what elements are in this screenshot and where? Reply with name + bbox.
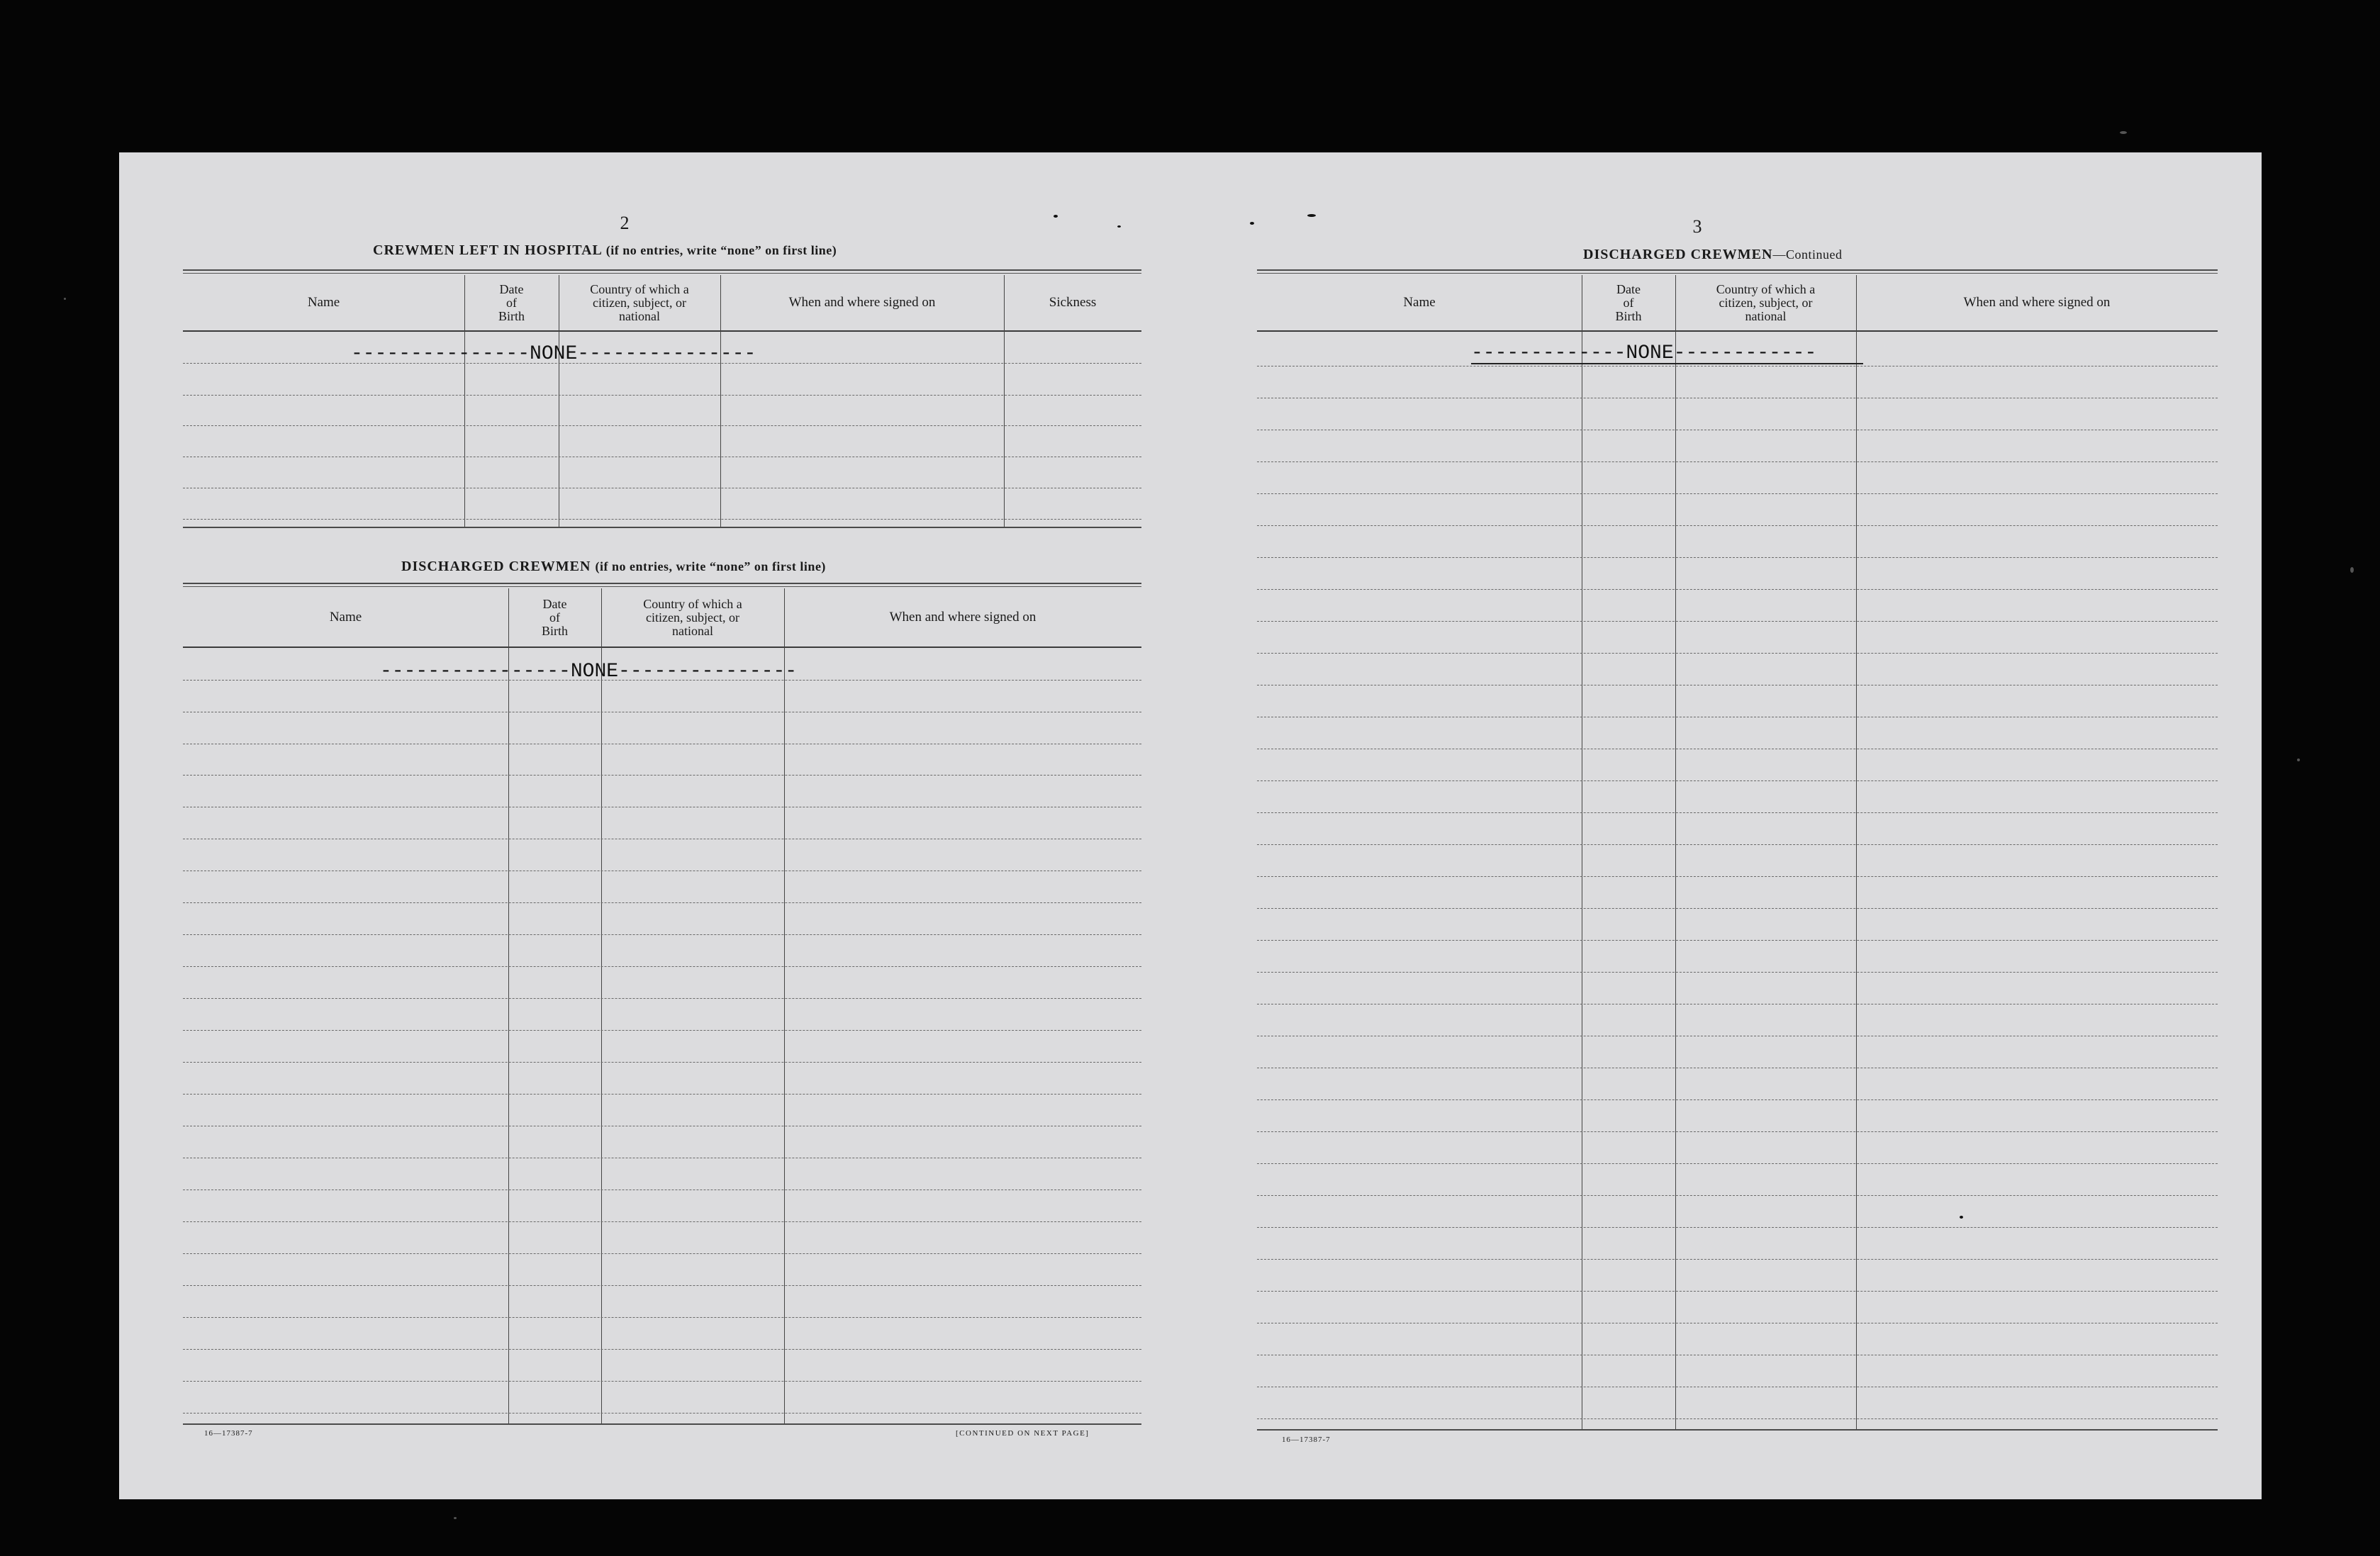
table-row <box>1257 972 2218 973</box>
table-row <box>1257 1227 2218 1228</box>
hospital-title-text: CREWMEN LEFT IN HOSPITAL <box>373 242 602 258</box>
table-row <box>183 1221 1141 1222</box>
table-row <box>183 1317 1141 1318</box>
header-when-where-signed: When and where signed on <box>788 295 936 310</box>
table-row <box>1257 621 2218 622</box>
right-form-code: 16—17387-7 <box>1282 1435 1331 1444</box>
table-row <box>1257 844 2218 845</box>
table-row <box>183 395 1141 396</box>
table-row <box>1257 1131 2218 1132</box>
header-country: Country of which a citizen, subject, or national <box>590 281 689 323</box>
background-speck <box>2297 759 2300 761</box>
continued-note: [CONTINUED ON NEXT PAGE] <box>956 1429 1090 1438</box>
header-country: Country of which a citizen, subject, or national <box>643 596 742 638</box>
table-row <box>1257 780 2218 781</box>
ink-mark <box>1960 1216 1963 1219</box>
hospital-instruction: (if no entries, write “none” on first line) <box>605 243 837 257</box>
header-country: Country of which a citizen, subject, or national <box>1716 281 1816 323</box>
discharged-section-title <box>401 559 826 575</box>
table-row <box>1257 525 2218 526</box>
right-none-entry: -------------NONE------------ <box>1471 342 1817 364</box>
table-row <box>183 775 1141 776</box>
table-row <box>1257 876 2218 877</box>
table-row <box>1257 589 2218 590</box>
table-row <box>183 680 1141 681</box>
hospital-none-entry: ---------------NONE--------------- <box>351 343 756 365</box>
table-row <box>183 363 1141 364</box>
hospital-section-title <box>373 242 837 259</box>
table-row <box>183 1062 1141 1063</box>
table-row <box>183 1094 1141 1095</box>
table-row <box>183 998 1141 999</box>
header-sickness: Sickness <box>1049 295 1097 310</box>
discharged-none-entry: ----------------NONE--------------- <box>380 661 798 683</box>
table-row <box>1257 1291 2218 1292</box>
header-date-of-birth: Date of Birth <box>498 281 525 323</box>
table-row <box>1257 557 2218 558</box>
ink-mark <box>1117 225 1121 228</box>
right-section-title <box>1583 247 1842 263</box>
table-row <box>183 519 1141 520</box>
discharged-instruction: (if no entries, write “none” on first line) <box>595 559 826 573</box>
left-page-number: 2 <box>620 213 630 233</box>
table-row <box>183 1285 1141 1286</box>
discharged-table-header <box>183 588 1141 647</box>
ink-mark <box>1250 222 1254 225</box>
background-speck <box>2120 131 2127 134</box>
header-name: Name <box>307 295 340 310</box>
header-name: Name <box>329 610 362 625</box>
background-speck <box>2350 567 2354 573</box>
discharged-title-text: DISCHARGED CREWMEN <box>401 559 591 574</box>
table-row <box>183 902 1141 903</box>
table-row <box>183 934 1141 935</box>
right-page-number: 3 <box>1692 216 1702 237</box>
discharged-table-left <box>183 583 1141 1433</box>
left-form-code: 16—17387-7 <box>204 1429 253 1438</box>
ink-mark <box>1307 214 1316 217</box>
table-row <box>183 1253 1141 1254</box>
header-name: Name <box>1403 295 1436 310</box>
background-speck <box>64 298 66 300</box>
right-table-header <box>1257 275 2218 330</box>
table-row <box>183 1030 1141 1031</box>
hospital-table-header <box>183 275 1141 330</box>
right-title-suffix: —Continued <box>1772 247 1843 262</box>
table-row <box>1257 1163 2218 1164</box>
table-row <box>1257 1195 2218 1196</box>
header-when-where-signed: When and where signed on <box>889 610 1037 625</box>
table-row <box>183 425 1141 426</box>
ink-mark <box>1054 215 1058 218</box>
discharged-table-right <box>1257 269 2218 1446</box>
table-row <box>1257 493 2218 494</box>
table-row <box>183 1413 1141 1414</box>
table-row <box>1257 940 2218 941</box>
manifest-sheet <box>119 152 2262 1499</box>
right-title-text: DISCHARGED CREWMEN <box>1583 247 1773 262</box>
header-when-where-signed: When and where signed on <box>1963 295 2111 310</box>
table-row <box>1257 812 2218 813</box>
header-date-of-birth: Date of Birth <box>1615 281 1642 323</box>
table-row <box>1257 461 2218 462</box>
background-speck <box>454 1517 457 1519</box>
table-row <box>1257 1099 2218 1100</box>
header-date-of-birth: Date of Birth <box>541 596 568 638</box>
table-row <box>1257 653 2218 654</box>
table-row <box>1257 908 2218 909</box>
table-row <box>183 966 1141 967</box>
table-row <box>1257 1418 2218 1419</box>
table-row <box>1257 1259 2218 1260</box>
table-row <box>183 1381 1141 1382</box>
table-row <box>183 1349 1141 1350</box>
